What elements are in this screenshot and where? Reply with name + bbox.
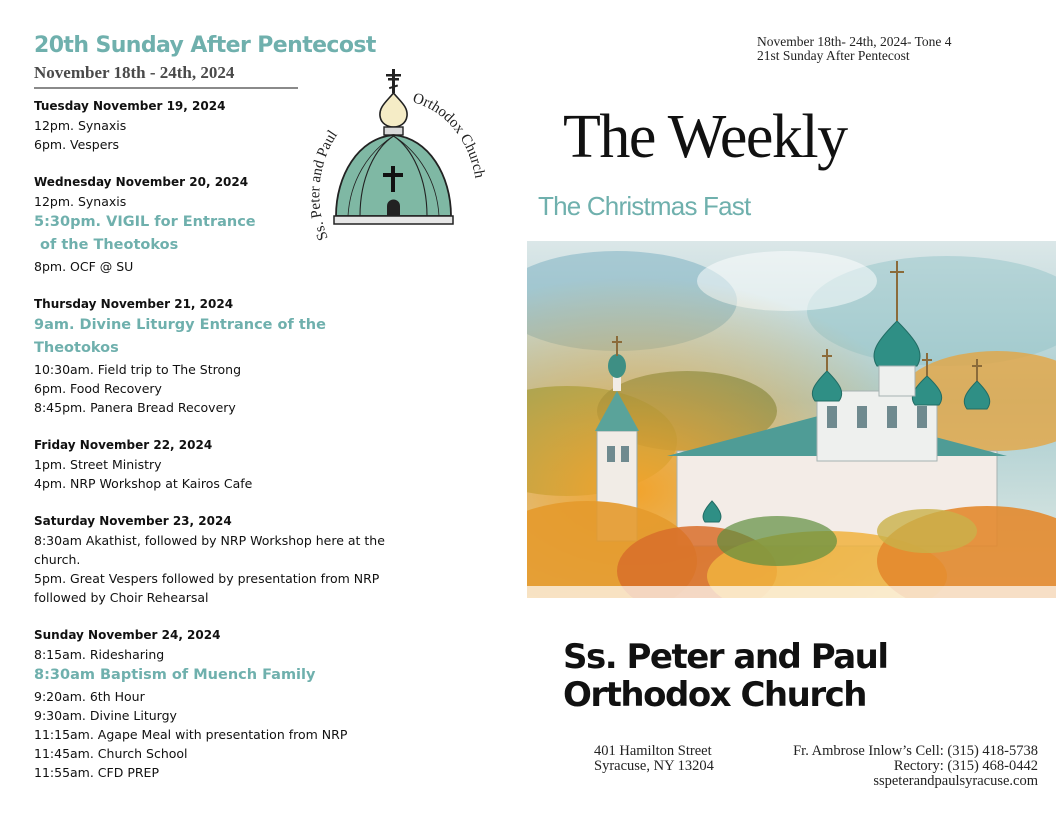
schedule-highlight-item: 5:30pm. VIGIL for Entrance	[34, 214, 256, 230]
header-divider	[34, 87, 298, 89]
schedule-day-title: Tuesday November 19, 2024	[34, 99, 226, 113]
schedule-item: 10:30am. Field trip to The Strong	[34, 362, 242, 377]
bulletin-heading: 20th Sunday After Pentecost	[34, 33, 376, 58]
schedule-item: 5pm. Great Vespers followed by presentation from NRP followed by Choir Rehearsal	[34, 571, 380, 605]
schedule-item: 11:55am. CFD PREP	[34, 765, 159, 780]
church-name-line2: Orthodox Church	[563, 675, 866, 715]
schedule-item: 8:15am. Ridesharing	[34, 647, 165, 662]
schedule-day-title: Wednesday November 20, 2024	[34, 175, 249, 189]
schedule-day	[34, 436, 394, 493]
church-name-line1: Ss. Peter and Paul	[563, 637, 888, 677]
church-name	[563, 638, 888, 714]
address-street: 401 Hamilton Street	[594, 743, 712, 759]
issue-date-tone: November 18th- 24th, 2024- Tone 4	[757, 34, 952, 49]
schedule-day-title: Saturday November 23, 2024	[34, 514, 232, 528]
schedule-item: 8pm. OCF @ SU	[34, 259, 134, 274]
schedule-item: 4pm. NRP Workshop at Kairos Cafe	[34, 476, 253, 491]
schedule-highlight-item: of the Theotokos	[40, 237, 179, 253]
newsletter-title: The Weekly	[563, 103, 847, 171]
bulletin-date-range: November 18th - 24th, 2024	[34, 63, 235, 82]
issue-sunday: 21st Sunday After Pentecost	[757, 48, 910, 63]
schedule-item: 6pm. Food Recovery	[34, 381, 162, 396]
schedule-day	[34, 626, 394, 782]
schedule-day-title: Friday November 22, 2024	[34, 438, 213, 452]
logo-text-right: Orthodox Church	[410, 90, 488, 180]
church-address	[594, 744, 714, 774]
schedule-day	[34, 295, 394, 417]
address-city: Syracuse, NY 13204	[594, 758, 714, 774]
rectory-phone: Rectory: (315) 468-0442	[893, 758, 1038, 774]
schedule-item: 9:30am. Divine Liturgy	[34, 708, 177, 723]
schedule-item: 9:20am. 6th Hour	[34, 689, 145, 704]
schedule-item: 1pm. Street Ministry	[34, 457, 162, 472]
schedule-day-title: Thursday November 21, 2024	[34, 297, 234, 311]
church-painting	[527, 241, 1056, 598]
schedule-item: 6pm. Vespers	[34, 137, 120, 152]
schedule-day-title: Sunday November 24, 2024	[34, 628, 221, 642]
schedule-highlight-item: 8:30am Baptism of Muench Family	[34, 667, 316, 683]
schedule-item: 12pm. Synaxis	[34, 118, 127, 133]
church-contact	[793, 744, 1038, 789]
schedule-highlight-item: 9am. Divine Liturgy Entrance of the Theotokos	[34, 317, 326, 356]
schedule-item: 11:15am. Agape Meal with presentation from NRP	[34, 727, 348, 742]
church-logo	[300, 66, 495, 251]
schedule-item: 12pm. Synaxis	[34, 194, 127, 209]
church-website[interactable]: sspeterandpaulsyracuse.com	[873, 773, 1038, 789]
schedule-day	[34, 512, 394, 607]
schedule-item: 8:45pm. Panera Bread Recovery	[34, 400, 236, 415]
schedule-item: 11:45am. Church School	[34, 746, 188, 761]
priest-phone: Fr. Ambrose Inlow’s Cell: (315) 418-5738	[793, 743, 1038, 759]
logo-text-left: Ss. Peter and Paul	[307, 127, 341, 243]
schedule-item: 8:30am Akathist, followed by NRP Workshop here at the church.	[34, 533, 385, 567]
issue-info	[757, 35, 952, 63]
cross-icon	[386, 69, 401, 93]
newsletter-subtitle: The Christmas Fast	[538, 191, 751, 221]
cupola-icon	[380, 93, 407, 127]
